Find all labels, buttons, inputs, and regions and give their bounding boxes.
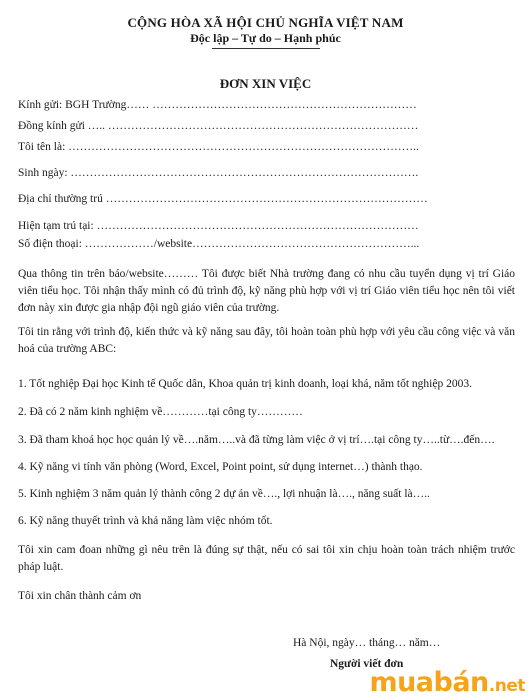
qualification-item: 3. Đã tham khoá học học quản lý về….năm…..và đã từng làm việc ở vị trí….tại công ty…..từ….đến…. bbox=[18, 434, 495, 446]
watermark-tld: .net bbox=[488, 676, 525, 696]
field-cc: Đồng kính gửi ….. ……………………………………………………………………… bbox=[18, 120, 419, 132]
field-temporary-address: Hiện tạm trú tại: ………………………………………………………………………… bbox=[18, 220, 419, 232]
qualification-item: 2. Đã có 2 năm kinh nghiệm về…………tại công ty………… bbox=[18, 406, 303, 418]
document-title: ĐƠN XIN VIỆC bbox=[219, 76, 312, 91]
field-permanent-address: Địa chỉ thường trú ………………………………………………………………………… bbox=[18, 193, 428, 205]
intro-paragraph: Qua thông tin trên báo/website……… Tôi được biết Nhà trường đang có nhu cầu tuyển dụng vị trí Giáo viên tiểu học. Tôi nhận thấy mình có đủ trình độ, kỹ năng phù hợp với vị trí Giáo viên tiểu học nên tôi viết đơn này xin được gia nhập đội ngũ giáo viên của trường. bbox=[18, 268, 515, 314]
field-recipient: Kính gửi: BGH Trường…… …………………………………………………………… bbox=[18, 99, 417, 111]
qualification-item: 6. Kỹ năng thuyết trình và khả năng làm việc nhóm tốt. bbox=[18, 515, 273, 527]
qualification-item: 5. Kinh nghiệm 3 năm quản lý thành công 2 dự án về…., lợi nhuận là…., năng suất là….. bbox=[18, 488, 430, 500]
national-motto: Độc lập – Tự do – Hạnh phúc bbox=[190, 31, 341, 45]
motto-underline bbox=[212, 48, 320, 49]
qualification-item: 1. Tốt nghiệp Đại học Kinh tế Quốc dân, Khoa quản trị kinh doanh, loại khá, năm tốt nghiệp 2003. bbox=[18, 378, 472, 390]
watermark-brand: muabán bbox=[369, 667, 489, 698]
field-name: Tôi tên là: ……………………………………………………………………………….. bbox=[18, 141, 419, 153]
belief-paragraph: Tôi tin rằng với trình độ, kiến thức và kỹ năng sau đây, tôi hoàn toàn phù hợp với yêu cầu công việc và văn hoá của trường ABC: bbox=[18, 326, 515, 355]
thanks-line: Tôi xin chân thành cảm ơn bbox=[18, 590, 142, 602]
field-birthdate: Sinh ngày: ………………………………………………………………………………. bbox=[18, 167, 419, 179]
signature-place-date: Hà Nội, ngày… tháng… năm… bbox=[293, 637, 441, 649]
field-phone-website: Số điện thoại: ………………/website…………………………………………………... bbox=[18, 238, 420, 250]
muaban-watermark-logo bbox=[369, 667, 525, 698]
national-title: CỘNG HÒA XÃ HỘI CHỦ NGHĨA VIỆT NAM bbox=[127, 15, 404, 30]
signature-signer-label: Người viết đơn bbox=[330, 658, 404, 670]
qualification-item: 4. Kỹ năng vi tính văn phòng (Word, Excel, Point point, sử dụng internet…) thành thạo. bbox=[18, 461, 423, 473]
commitment-paragraph: Tôi xin cam đoan những gì nêu trên là đúng sự thật, nếu có sai tôi xin chịu hoàn toàn trách nhiệm trước pháp luật. bbox=[18, 544, 515, 573]
